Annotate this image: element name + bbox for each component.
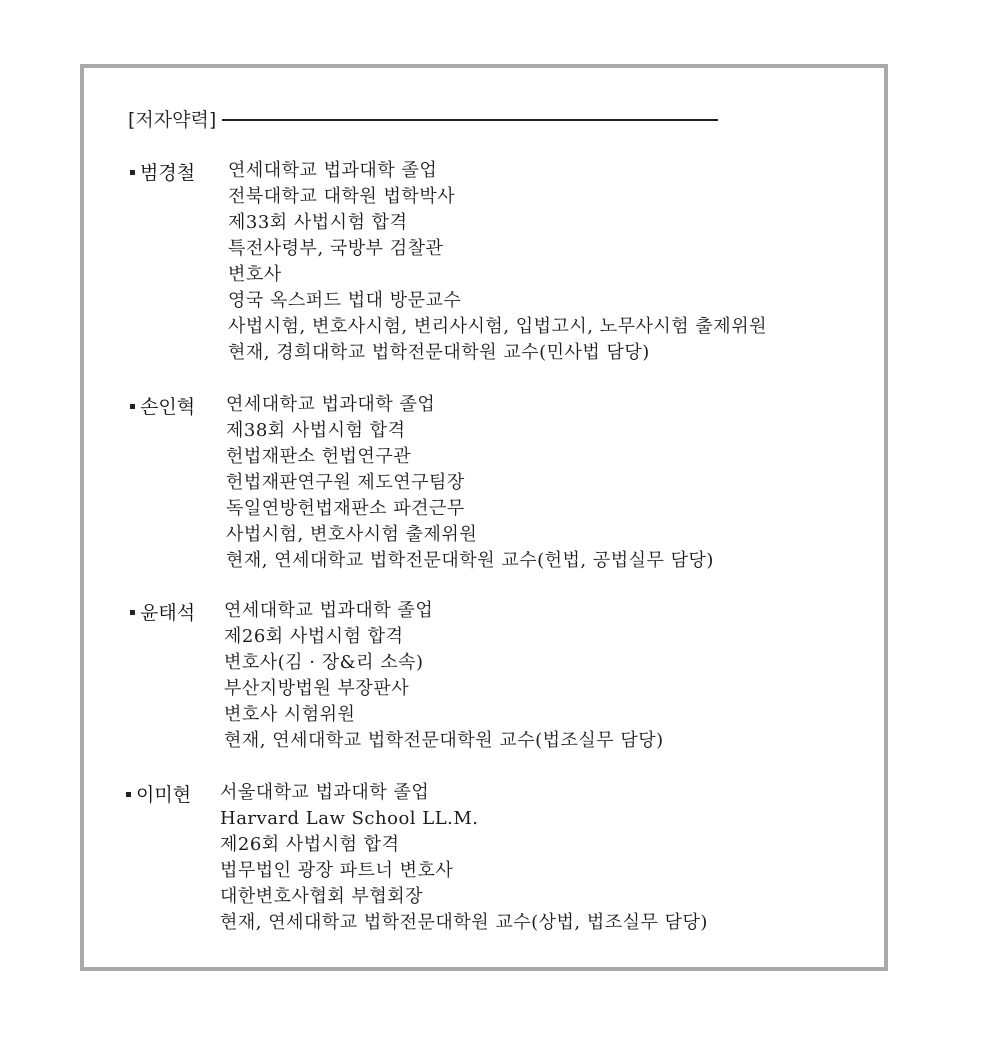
author-career-list	[228, 158, 767, 366]
bullet-icon	[130, 170, 135, 175]
author-career-list	[226, 392, 714, 574]
author-career-list	[224, 598, 664, 754]
author-name: 손인혁	[130, 392, 195, 419]
bullet-icon	[130, 610, 135, 615]
career-line: 대한변호사협회 부협회장	[220, 886, 423, 907]
career-line: 독일연방헌법재판소 파견근무	[226, 498, 465, 519]
section-heading	[128, 105, 718, 132]
heading-rule	[222, 119, 718, 121]
career-line: 제38회 사법시험 합격	[226, 420, 406, 441]
career-line: 현재, 경희대학교 법학전문대학원 교수(민사법 담당)	[228, 342, 650, 363]
career-line: 연세대학교 법과대학 졸업	[224, 600, 434, 621]
career-line: 전북대학교 대학원 법학박사	[228, 186, 456, 207]
career-line: 변호사	[228, 264, 282, 285]
career-line: 서울대학교 법과대학 졸업	[220, 782, 430, 803]
career-line: 사법시험, 변호사시험 출제위원	[226, 524, 478, 545]
career-line: 특전사령부, 국방부 검찰관	[228, 238, 444, 259]
author-name: 윤태석	[130, 598, 195, 625]
author-name: 이미현	[126, 780, 191, 807]
career-line: 현재, 연세대학교 법학전문대학원 교수(헌법, 공법실무 담당)	[226, 550, 714, 571]
career-line: 헌법재판소 헌법연구관	[226, 446, 412, 467]
career-line: 연세대학교 법과대학 졸업	[228, 160, 438, 181]
career-line: 제26회 사법시험 합격	[224, 626, 404, 647]
author-career-list	[220, 780, 708, 936]
bullet-icon	[130, 404, 135, 409]
career-line: 연세대학교 법과대학 졸업	[226, 394, 436, 415]
career-line: 제26회 사법시험 합격	[220, 834, 400, 855]
bullet-icon	[126, 792, 131, 797]
career-line: 변호사 시험위원	[224, 704, 356, 725]
career-line: 제33회 사법시험 합격	[228, 212, 408, 233]
career-line: 현재, 연세대학교 법학전문대학원 교수(상법, 법조실무 담당)	[220, 912, 708, 933]
career-line: 현재, 연세대학교 법학전문대학원 교수(법조실무 담당)	[224, 730, 664, 751]
career-line: 변호사(김 · 장&리 소속)	[224, 652, 424, 673]
author-name: 범경철	[130, 158, 195, 185]
career-line: Harvard Law School LL.M.	[220, 808, 479, 829]
career-line: 헌법재판연구원 제도연구팀장	[226, 472, 465, 493]
career-line: 사법시험, 변호사시험, 변리사시험, 입법고시, 노무사시험 출제위원	[228, 316, 767, 337]
career-line: 부산지방법원 부장판사	[224, 678, 410, 699]
career-line: 영국 옥스퍼드 법대 방문교수	[228, 290, 462, 311]
section-heading-text: [저자약력]	[128, 109, 217, 131]
career-line: 법무법인 광장 파트너 변호사	[220, 860, 454, 881]
